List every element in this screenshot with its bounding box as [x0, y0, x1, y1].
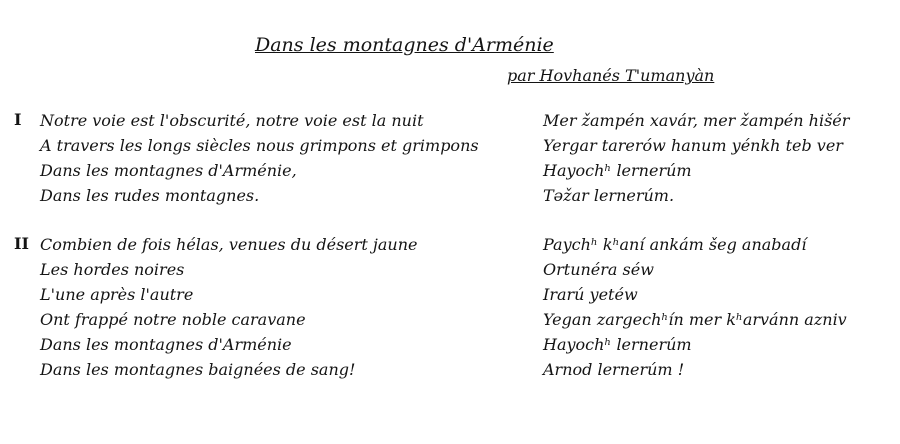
armenian-line: Arnod lernerúm !	[543, 360, 685, 379]
armenian-line: Irarú yetéw	[543, 285, 638, 304]
armenian-line: Hayochʰ lernerúm	[543, 161, 692, 180]
french-line: Dans les montagnes baignées de sang!	[40, 360, 356, 379]
poem-title: Dans les montagnes d'Arménie	[255, 34, 554, 56]
armenian-line: Mer žampén xavár, mer žampén hišér	[543, 111, 850, 130]
stanza-numeral: I	[14, 110, 22, 129]
armenian-line: Hayochʰ lernerúm	[543, 335, 692, 354]
french-line: Notre voie est l'obscurité, notre voie est la nuit	[40, 111, 424, 130]
armenian-line: Yergar tarerów hanum yénkh teb ver	[543, 136, 843, 155]
armenian-line: Yegan zargechʰín mer kʰarvánn azniv	[543, 310, 847, 329]
french-line: Combien de fois hélas, venues du désert jaune	[40, 235, 418, 254]
french-line: Dans les rudes montagnes.	[40, 186, 260, 205]
french-line: Dans les montagnes d'Arménie,	[40, 161, 297, 180]
stanza-2-armenian	[543, 232, 847, 382]
french-line: Ont frappé notre noble caravane	[40, 310, 306, 329]
armenian-line: Ortunéra séw	[543, 260, 654, 279]
stanza-numeral: II	[14, 234, 29, 253]
french-line: L'une après l'autre	[40, 285, 194, 304]
armenian-line: Paychʰ kʰaní ankám šeg anabadí	[543, 235, 807, 254]
armenian-line: Təžar lernerúm.	[543, 186, 675, 205]
french-line: A travers les longs siècles nous grimpons et grimpons	[40, 136, 479, 155]
french-line: Dans les montagnes d'Arménie	[40, 335, 292, 354]
poem-author: par Hovhanés T'umanyàn	[507, 66, 715, 85]
french-line: Les hordes noires	[40, 260, 185, 279]
stanza-1-armenian	[543, 108, 849, 208]
